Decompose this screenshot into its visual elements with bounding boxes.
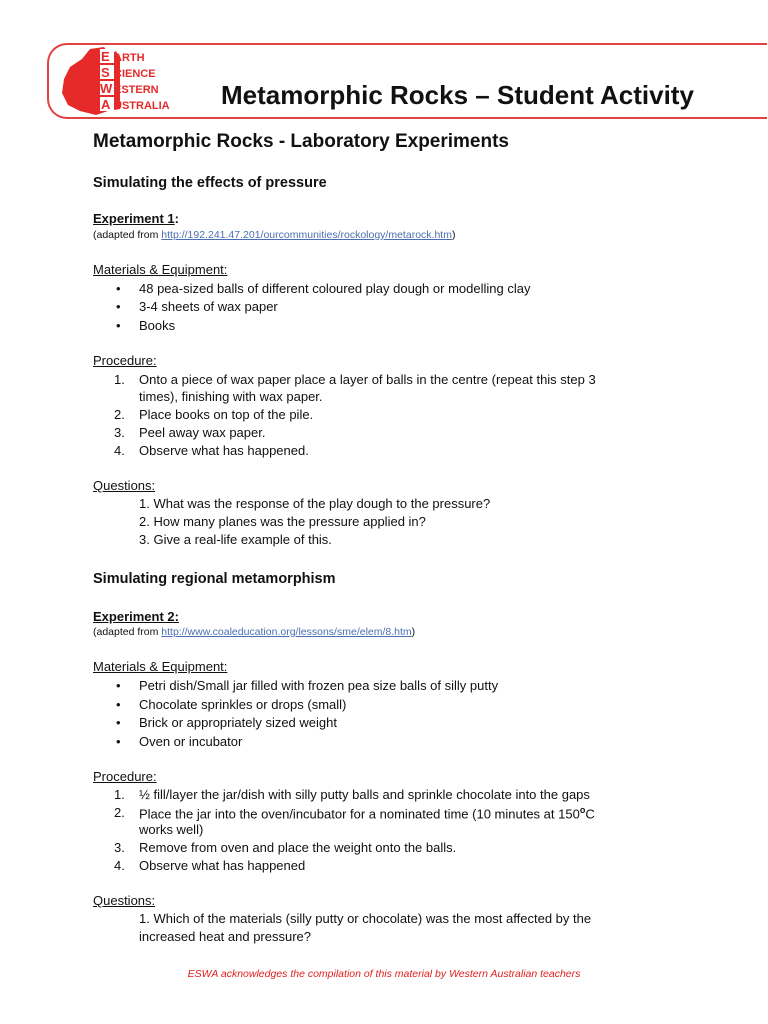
questions2-item-cont: increased heat and pressure?	[139, 929, 312, 944]
procedure1-number: 3.	[114, 425, 125, 440]
header-title: Metamorphic Rocks – Student Activity	[221, 80, 694, 110]
procedure2-step: Remove from oven and place the weight onto the balls.	[139, 840, 457, 855]
materials1-heading: Materials & Equipment:	[93, 262, 228, 277]
footer-acknowledgement: ESWA acknowledges the compilation of this material by Western Australian teachers	[187, 968, 581, 980]
procedure2-step: ½ fill/layer the jar/dish with silly putty balls and sprinkle chocolate into the gaps	[139, 787, 590, 802]
procedure2-step-cont: works well)	[139, 822, 204, 837]
procedure1-step: Onto a piece of wax paper place a layer of balls in the centre (repeat this step 3	[139, 372, 596, 387]
page-title: Metamorphic Rocks - Laboratory Experiments	[93, 131, 509, 152]
materials2-item: Oven or incubator	[139, 734, 243, 749]
procedure2-heading: Procedure:	[93, 769, 157, 784]
materials2-heading: Materials & Equipment:	[93, 659, 228, 674]
bullet-icon: •	[116, 697, 121, 712]
svg-text:USTRALIA: USTRALIA	[114, 100, 170, 112]
experiment2-source: (adapted from http://www.coaleducation.org/lessons/sme/elem/8.htm)	[93, 626, 416, 638]
procedure2-step: Place the jar into the oven/incubator for a nominated time (10 minutes at 150$^o$C	[139, 805, 595, 822]
experiment2-source-link[interactable]: http://www.coaleducation.org/lessons/sme/elem/8.htm	[161, 626, 412, 638]
bullet-icon: •	[116, 734, 121, 749]
materials2-item: Brick or appropriately sized weight	[139, 715, 337, 730]
svg-text:W: W	[100, 81, 113, 96]
procedure1-number: 1.	[114, 372, 125, 387]
svg-text:S: S	[101, 65, 110, 80]
svg-text:ESTERN: ESTERN	[114, 84, 159, 96]
section2-heading: Simulating regional metamorphism	[93, 571, 336, 587]
materials1-item: Books	[139, 318, 176, 333]
procedure1-heading: Procedure:	[93, 353, 157, 368]
svg-text:A: A	[101, 97, 111, 112]
questions1-item: 1. What was the response of the play dough to the pressure?	[139, 496, 491, 511]
experiment2-label: Experiment 2:	[93, 609, 179, 624]
logo-line-earth: ARTH	[114, 52, 145, 64]
experiment1-source-link[interactable]: http://192.241.47.201/ourcommunities/rockology/metarock.htm	[161, 229, 452, 241]
procedure1-step: Observe what has happened.	[139, 443, 309, 458]
questions1-item: 3. Give a real-life example of this.	[139, 532, 332, 547]
bullet-icon: •	[116, 715, 121, 730]
experiment1-source: (adapted from http://192.241.47.201/ourcommunities/rockology/metarock.htm)	[93, 229, 456, 241]
materials2-item: Petri dish/Small jar filled with frozen pea size balls of silly putty	[139, 678, 499, 693]
procedure1-step-cont: times), finishing with wax paper.	[139, 389, 323, 404]
questions2-heading: Questions:	[93, 893, 156, 908]
questions2-item: 1. Which of the materials (silly putty or chocolate) was the most affected by the	[139, 911, 592, 926]
procedure2-number: 3.	[114, 840, 125, 855]
materials1-item: 48 pea-sized balls of different coloured play dough or modelling clay	[139, 281, 531, 296]
materials1-item: 3-4 sheets of wax paper	[139, 299, 278, 314]
procedure1-number: 4.	[114, 443, 125, 458]
questions1-heading: Questions:	[93, 478, 156, 493]
eswa-logo	[60, 45, 186, 117]
procedure2-step: Observe what has happened	[139, 858, 306, 873]
experiment1-label: Experiment 1:	[93, 211, 179, 226]
section1-heading: Simulating the effects of pressure	[93, 175, 327, 191]
bullet-icon: •	[116, 299, 121, 314]
bullet-icon: •	[116, 281, 121, 296]
bullet-icon: •	[116, 318, 121, 333]
svg-text:CIENCE: CIENCE	[114, 68, 156, 80]
questions1-item: 2. How many planes was the pressure applied in?	[139, 514, 426, 529]
procedure1-step: Place books on top of the pile.	[139, 407, 314, 422]
procedure2-number: 1.	[114, 787, 125, 802]
materials2-item: Chocolate sprinkles or drops (small)	[139, 697, 347, 712]
procedure2-number: 4.	[114, 858, 125, 873]
procedure1-step: Peel away wax paper.	[139, 425, 266, 440]
svg-text:E: E	[101, 49, 110, 64]
procedure1-number: 2.	[114, 407, 125, 422]
bullet-icon: •	[116, 678, 121, 693]
procedure2-number: 2.	[114, 805, 125, 820]
